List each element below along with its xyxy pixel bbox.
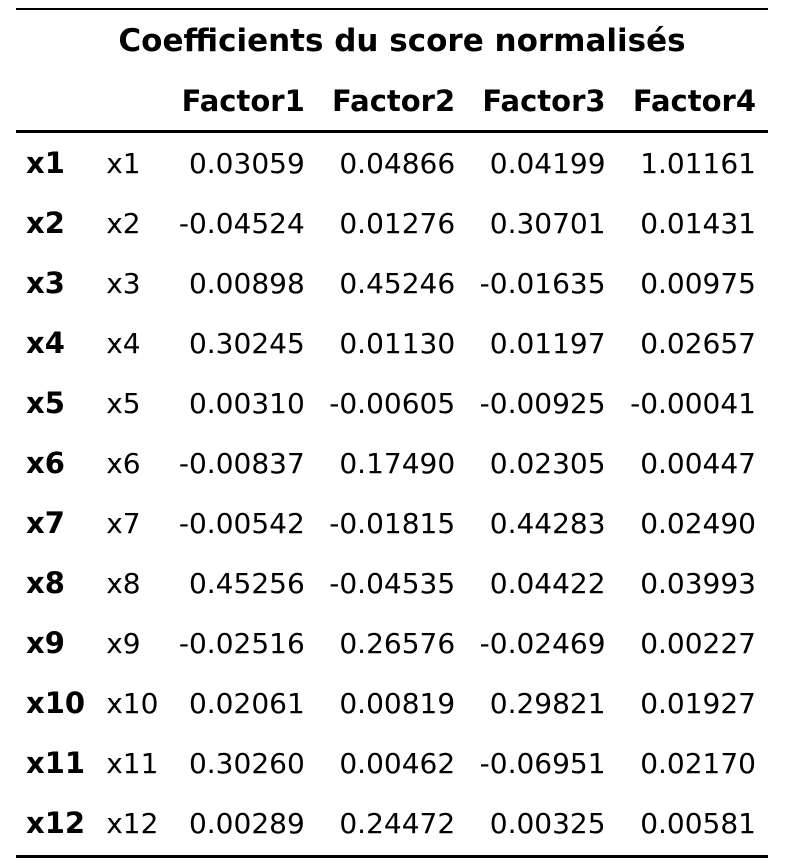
table-row — [16, 373, 768, 433]
column-header: Factor3 — [467, 72, 617, 132]
coefficient-cell: -0.00605 — [329, 386, 456, 420]
coefficient-cell: 0.03993 — [640, 566, 756, 600]
variable-name: x5 — [106, 386, 141, 420]
coefficient-cell: -0.04524 — [178, 206, 305, 240]
table-row — [16, 553, 768, 613]
coefficient-cell: 0.00227 — [640, 626, 756, 660]
coefficient-cell: 0.44283 — [489, 506, 606, 540]
table-row — [16, 793, 768, 853]
row-label: x1 — [26, 146, 65, 180]
variable-name: x12 — [106, 806, 159, 840]
column-header: Factor2 — [317, 72, 467, 132]
coefficient-cell: -0.02469 — [479, 626, 606, 660]
variable-name: x8 — [106, 566, 141, 600]
table-row — [16, 493, 768, 553]
coefficient-cell: 0.01927 — [640, 686, 756, 720]
header-blank — [102, 72, 166, 132]
variable-name: x6 — [106, 446, 141, 480]
coefficient-cell: 0.00447 — [640, 446, 756, 480]
row-label: x12 — [26, 806, 86, 840]
header-blank — [16, 72, 102, 132]
coefficient-cell: 0.30701 — [489, 206, 606, 240]
coefficient-cell: 0.00325 — [489, 806, 606, 840]
column-header: Factor4 — [618, 72, 768, 132]
table-title: Coefficients du score normalisés — [118, 23, 686, 59]
coefficient-cell: 0.30260 — [188, 746, 305, 780]
coefficient-cell: -0.00542 — [178, 506, 305, 540]
coefficient-cell: 0.29821 — [489, 686, 606, 720]
variable-name: x3 — [106, 266, 141, 300]
variable-name: x9 — [106, 626, 141, 660]
table-row — [16, 733, 768, 793]
coefficients-grid — [16, 72, 768, 853]
row-label: x11 — [26, 746, 86, 780]
variable-name: x1 — [106, 146, 141, 180]
coefficient-cell: -0.00925 — [479, 386, 606, 420]
coefficient-cell: 0.00975 — [640, 266, 756, 300]
variable-name: x11 — [106, 746, 159, 780]
coefficient-cell: 0.26576 — [339, 626, 456, 660]
row-label: x10 — [26, 686, 86, 720]
variable-name: x2 — [106, 206, 141, 240]
row-label: x4 — [26, 326, 65, 360]
header-row — [16, 72, 768, 132]
coefficient-cell: -0.00837 — [178, 446, 305, 480]
coefficient-cell: 0.03059 — [188, 146, 305, 180]
coefficient-cell: -0.06951 — [479, 746, 606, 780]
coefficient-cell: 0.01276 — [339, 206, 456, 240]
variable-name: x10 — [106, 686, 159, 720]
score-coefficients-table — [16, 8, 768, 858]
variable-name: x7 — [106, 506, 141, 540]
coefficient-cell: 0.02490 — [640, 506, 756, 540]
coefficient-cell: -0.00041 — [630, 386, 756, 420]
coefficient-cell: 0.00581 — [640, 806, 756, 840]
coefficient-cell: 0.02305 — [489, 446, 606, 480]
table-row — [16, 132, 768, 194]
row-label: x5 — [26, 386, 65, 420]
bottom-rule — [16, 855, 768, 858]
coefficient-cell: 0.01130 — [339, 326, 456, 360]
coefficient-cell: 0.45256 — [188, 566, 305, 600]
table-row — [16, 673, 768, 733]
coefficient-cell: 0.00289 — [188, 806, 305, 840]
table-row — [16, 193, 768, 253]
coefficient-cell: 0.45246 — [339, 266, 456, 300]
row-label: x3 — [26, 266, 65, 300]
coefficient-cell: -0.02516 — [178, 626, 305, 660]
table-row — [16, 313, 768, 373]
coefficient-cell: 0.04199 — [489, 146, 606, 180]
row-label: x8 — [26, 566, 65, 600]
coefficient-cell: -0.04535 — [329, 566, 456, 600]
coefficient-cell: 0.17490 — [339, 446, 456, 480]
coefficient-cell: 0.00898 — [188, 266, 305, 300]
table-row — [16, 253, 768, 313]
coefficient-cell: 0.00462 — [339, 746, 456, 780]
coefficient-cell: 0.00310 — [188, 386, 305, 420]
coefficient-cell: 0.01431 — [640, 206, 756, 240]
column-header: Factor1 — [166, 72, 316, 132]
row-label: x6 — [26, 446, 65, 480]
coefficient-cell: 0.02657 — [640, 326, 756, 360]
coefficient-cell: 0.04866 — [339, 146, 456, 180]
coefficient-cell: 0.04422 — [489, 566, 606, 600]
coefficient-cell: 0.01197 — [489, 326, 606, 360]
coefficient-cell: 0.24472 — [339, 806, 456, 840]
coefficient-cell: 0.00819 — [339, 686, 456, 720]
row-label: x2 — [26, 206, 65, 240]
variable-name: x4 — [106, 326, 141, 360]
coefficient-cell: -0.01815 — [329, 506, 456, 540]
row-label: x7 — [26, 506, 65, 540]
coefficient-cell: 0.30245 — [188, 326, 305, 360]
coefficient-cell: 0.02170 — [640, 746, 756, 780]
coefficient-cell: 0.02061 — [188, 686, 305, 720]
coefficient-cell: 1.01161 — [640, 146, 756, 180]
table-row — [16, 433, 768, 493]
coefficient-cell: -0.01635 — [479, 266, 606, 300]
table-row — [16, 613, 768, 673]
row-label: x9 — [26, 626, 65, 660]
